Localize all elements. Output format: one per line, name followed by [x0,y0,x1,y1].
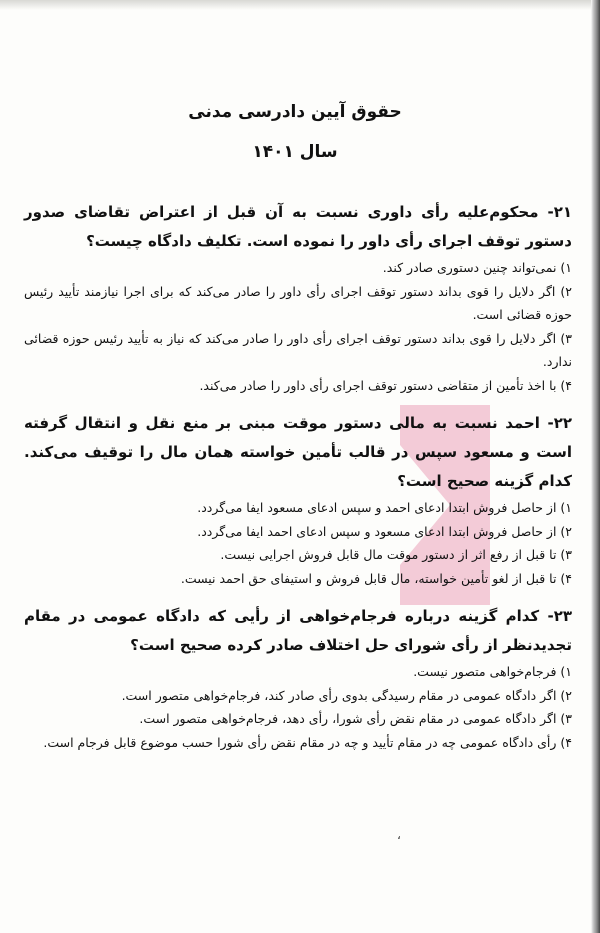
question-stem: ۲۱- محکوم‌علیه رأی داوری نسبت به آن قبل از اعتراض تقاضای صدور دستور توقف اجرای رأی داور را نموده است. تکلیف دادگاه چیست؟ [24,203,572,250]
question-21 [24,198,572,397]
page-header [0,98,600,168]
question-option: ۳) تا قبل از رفع اثر از دستور موقت مال قابل فروش اجرایی نیست. [220,547,572,562]
question-option: ۱) نمی‌تواند چنین دستوری صادر کند. [382,260,572,275]
question-option: ۱) از حاصل فروش ابتدا ادعای احمد و سپس ادعای مسعود ایفا می‌گردد. [197,500,572,515]
question-option: ۴) تا قبل از لغو تأمین خواسته، مال قابل فروش و استیفای حق احمد نیست. [180,570,572,586]
question-option: ۴) رأی دادگاه عمومی چه در مقام تأیید و چه در مقام نقض رأی شورا حسب موضوع قابل فرجام است. [43,734,572,750]
exam-year: سال ۱۴۰۱ [252,142,338,162]
page-mark: ، [397,828,401,842]
question-option: ۴) با اخذ تأمین از متقاضی دستور توقف اجرای رأی داور را صادر می‌کند. [199,377,572,393]
page-title: حقوق آیین دادرسی مدنی [188,102,402,122]
question-stem: ۲۲- احمد نسبت به مالی دستور موقت مبنی بر منع نقل و انتقال گرفته است و مسعود سپس در قالب تأمین خواسته همان مال را توقیف می‌کند. کدام گزینه صحیح است؟ [24,414,572,490]
question-22 [24,409,572,590]
question-option: ۲) اگر دلایل را قوی بداند دستور توقف اجرای رأی داور را صادر می‌کند که برای اجرا نیازمند تأیید رئیس حوزه قضائی است. [24,283,572,322]
questions-list [24,198,572,766]
question-option: ۳) اگر دادگاه عمومی در مقام نقض رأی شورا، رأی دهد، فرجام‌خواهی متصور است. [139,711,572,726]
question-option: ۱) فرجام‌خواهی متصور نیست. [413,664,572,679]
scan-top-shadow [0,0,600,10]
question-23 [24,602,572,754]
question-option: ۳) اگر دلایل را قوی بداند دستور توقف اجرای رأی داور را صادر می‌کند که نیاز به تأیید رئیس حوزه قضائی ندارد. [24,330,572,369]
question-stem: ۲۳- کدام گزینه درباره فرجام‌خواهی از رأیی که دادگاه عمومی در مقام تجدیدنظر از رأی شورای حل اختلاف صادر کرده صحیح است؟ [24,607,572,654]
question-option: ۲) اگر دادگاه عمومی در مقام رسیدگی بدوی رأی صادر کند، فرجام‌خواهی متصور است. [121,687,572,703]
question-option: ۲) از حاصل فروش ابتدا ادعای مسعود و سپس ادعای احمد ایفا می‌گردد. [197,523,572,539]
